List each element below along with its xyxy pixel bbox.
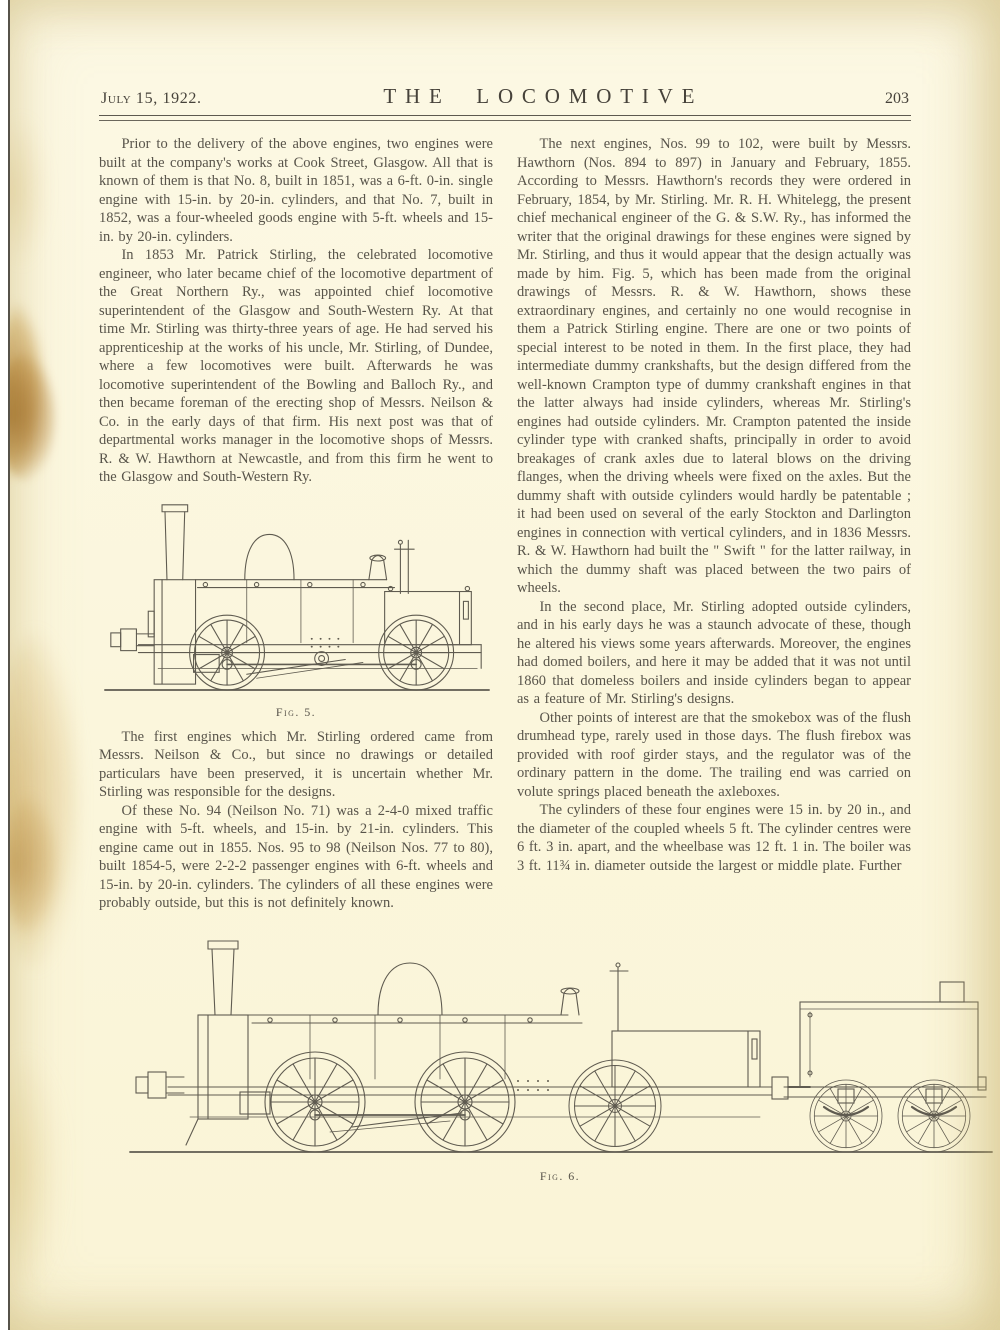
magazine-page bbox=[8, 0, 1000, 1330]
body-paragraph: In the second place, Mr. Stirling adopted outside cylinders, and in his early days he was a staunch advocate of these, though he altered his views some years afterwards. Moreover, the engines had domed boilers, and here it may be added that it was not until 1860 that domeless boilers and inside cylinders began to appear as a feature of Mr. Stirling's designs. bbox=[517, 598, 911, 707]
left-column bbox=[99, 135, 493, 913]
masthead-title: THE LOCOMOTIVE bbox=[383, 84, 704, 108]
paper-stain bbox=[8, 796, 58, 934]
fig5-locomotive-drawing bbox=[99, 495, 493, 702]
header-double-rule bbox=[99, 115, 911, 121]
paper-stain bbox=[8, 352, 56, 482]
body-paragraph: The cylinders of these four engines were 15 in. by 20 in., and the diameter of the coupled wheels 5 ft. The cylinder centres were 6 ft. 3 in. apart, and the wheelbase was 12 ft. 1 in. The boiler was 3 ft. 11¾ in. diameter outside the largest or middle plate. Further bbox=[517, 802, 911, 874]
body-paragraph: In 1853 Mr. Patrick Stirling, the celebrated locomotive engineer, who later became chief of the locomotive department of the Great Northern Ry., was appointed chief locomotive superintendent of the Glasgow and South-Western Ry. At that time Mr. Stirling was thirty-three years of age. He had served his apprenticeship at the works of his uncle, Mr. Stirling, of Dundee, where a few locomotives were built. Afterwards he was locomotive superintendent of the Bowling and Balloch Ry., and then became foreman of the erecting shop of Messrs. Neilson & Co. in the early days of that firm. His next post was that of departmental works manager in the locomotive shops of Messrs. R. & W. Hawthorn at Newcastle, and from this firm he went to the Glasgow and South-Western Ry. bbox=[99, 247, 493, 485]
body-paragraph: Of these No. 94 (Neilson No. 71) was a 2-4-0 mixed traffic engine with 5-ft. wheels, and 15-in. by 21-in. cylinders. This engine came out in 1855. Nos. 95 to 98 (Neilson Nos. 77 to 80), built 1854-5, were 2-2-2 passenger engines with 6-ft. wheels and 15-in. by 20-in. cylinders. The cylinders of all these engines were probably outside, but this is not definitely known. bbox=[99, 802, 493, 912]
paper-stain bbox=[8, 283, 76, 535]
fig6-locomotive-and-tender-drawing bbox=[120, 927, 1000, 1167]
page-header bbox=[101, 84, 909, 109]
figure-5 bbox=[99, 495, 493, 722]
issue-date: July 15, 1922. bbox=[101, 90, 202, 107]
right-column bbox=[517, 135, 911, 913]
body-paragraph: The next engines, Nos. 99 to 102, were built by Messrs. Hawthorn (Nos. 894 to 897) in January and February, 1855. According to Messrs. Hawthorn's records they were ordered in February, 1854, by Mr. Stirling. Mr. R. H. Whitelegg, the present chief mechanical engineer of the G. & S.W. Ry., has informed the writer that the original drawings for these engines were signed by Mr. Stirling, and thus it would appear that the design actually was made by him. Fig. 5, which has been made from the original drawings of Messrs. R. & W. Hawthorn, shows these extraordinary engines, and certainly no one would recognise in them a Patrick Stirling engine. There are one or two points of special interest to be noted in them. In the first place, they had intermediate dummy crankshafts, but the design differed from the well-known Crampton type of dummy crankshaft engines in that the latter always had inside cylinders, whereas Mr. Stirling's engines had outside cylinders. Mr. Crampton patented the inside cylinder type with cranked shafts, principally in order to avoid breakages of crank axles due to lateral blows on the driving flanges, when the driving wheels were fixed on the axles. But the dummy shaft with outside cylinders would hardly be patentable ; it had been used on several of the early Stockton and Darlington engines in connection with vertical cylinders, and in 1836 Messrs. R. & W. Hawthorn had built the " Swift " for the latter railway, in which the dummy shaft was placed between the two pairs of wheels. bbox=[517, 136, 911, 596]
article-body bbox=[99, 135, 911, 913]
body-paragraph: Other points of interest are that the smokebox was of the flush drumhead type, rarely used in those days. The flush firebox was provided with roof girder stays, and the regulator was of the ordinary pattern in the dome. The trailing end was carried on volute springs placed beneath the axleboxes. bbox=[517, 709, 911, 800]
body-paragraph: The first engines which Mr. Stirling ordered came from Messrs. Neilson & Co., but since no drawings or detailed particulars have been preserved, it is uncertain whether Mr. Stirling was responsible for the designs. bbox=[99, 728, 493, 801]
paper-stain bbox=[8, 1052, 60, 1288]
figure-5-caption: Fig. 5. bbox=[275, 705, 317, 720]
paper-stain bbox=[8, 632, 78, 968]
page-content bbox=[99, 84, 911, 913]
page-number: 203 bbox=[885, 90, 909, 107]
body-paragraph: Prior to the delivery of the above engines, two engines were built at the company's works at Cook Street, Glasgow. All that is known of them is that No. 8, built in 1851, was a 6-ft. 0-in. single engine with 15-in. by 20-in. cylinders, and that No. 7, built in 1852, was a four-wheeled goods engine with 5-ft. wheels and 15-in. by 20-in. cylinders. bbox=[99, 136, 493, 245]
figure-6-caption: Fig. 6. bbox=[539, 1168, 581, 1183]
paper-stain bbox=[8, 116, 46, 266]
figure-6 bbox=[120, 927, 1000, 1184]
